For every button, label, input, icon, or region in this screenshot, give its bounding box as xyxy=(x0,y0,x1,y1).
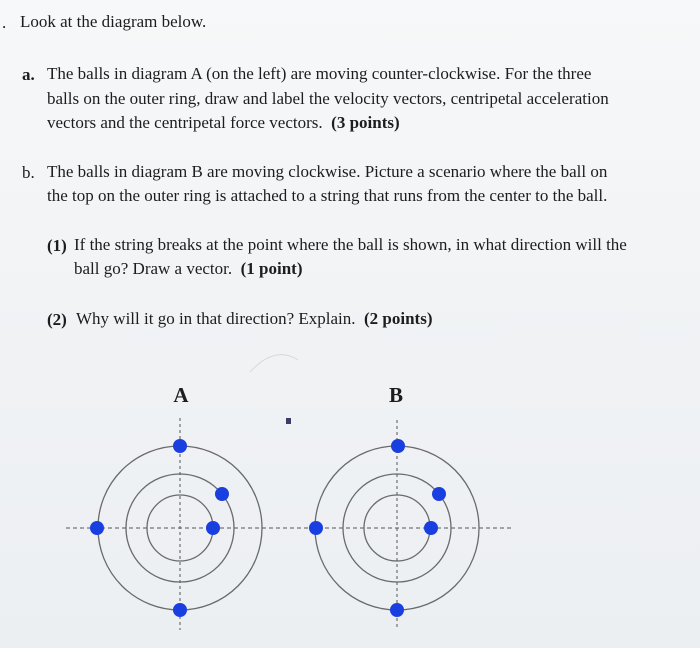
q1-line-1: If the string breaks at the point where the ball is shown, in what direction will the xyxy=(74,235,627,254)
q1-points: (1 point) xyxy=(240,259,303,278)
diagram-b-ball-bottom xyxy=(390,603,404,617)
part-b-line-2: the top on the outer ring is attached to a string that runs from the center to the ball. xyxy=(47,186,608,205)
q2-marker: (2) xyxy=(47,310,67,329)
q2-points: (2 points) xyxy=(364,309,433,328)
part-b-marker: b. xyxy=(22,163,35,182)
stray-mark xyxy=(286,418,291,424)
part-a-line-3-text: vectors and the centripetal force vectors. xyxy=(47,113,323,132)
diagram-b-ball-inner-ring xyxy=(424,521,438,535)
diagram-a-ball-top xyxy=(173,439,187,453)
diagram-a-ball-middle-ring xyxy=(215,487,229,501)
diagram-a-ball-left xyxy=(90,521,104,535)
diagram-a-ball-inner-ring xyxy=(206,521,220,535)
part-a-marker: a. xyxy=(22,65,35,84)
part-a-line-1: The balls in diagram A (on the left) are moving counter-clockwise. For the three xyxy=(47,64,592,83)
q2-text: Why will it go in that direction? Explain. xyxy=(76,309,356,328)
diagram-b-ball-top xyxy=(391,439,405,453)
part-a-points: (3 points) xyxy=(331,113,400,132)
q1-line-2-text: ball go? Draw a vector. xyxy=(74,259,233,278)
q1-marker: (1) xyxy=(47,236,67,255)
diagram-a-ball-bottom xyxy=(173,603,187,617)
diagram-b-ball-middle-ring xyxy=(432,487,446,501)
diagram-b-label: B xyxy=(388,383,404,407)
diagram-a-label: A xyxy=(173,383,189,407)
faint-pencil-mark xyxy=(250,355,298,372)
part-a-line-2: balls on the outer ring, draw and label the velocity vectors, centripetal acceleration xyxy=(47,89,609,108)
part-b-line-1: The balls in diagram B are moving clockwise. Picture a scenario where the ball on xyxy=(47,162,608,181)
diagram-b-ball-left xyxy=(309,521,323,535)
intro-text: Look at the diagram below. xyxy=(20,12,207,31)
intro-marker: . xyxy=(2,13,7,32)
